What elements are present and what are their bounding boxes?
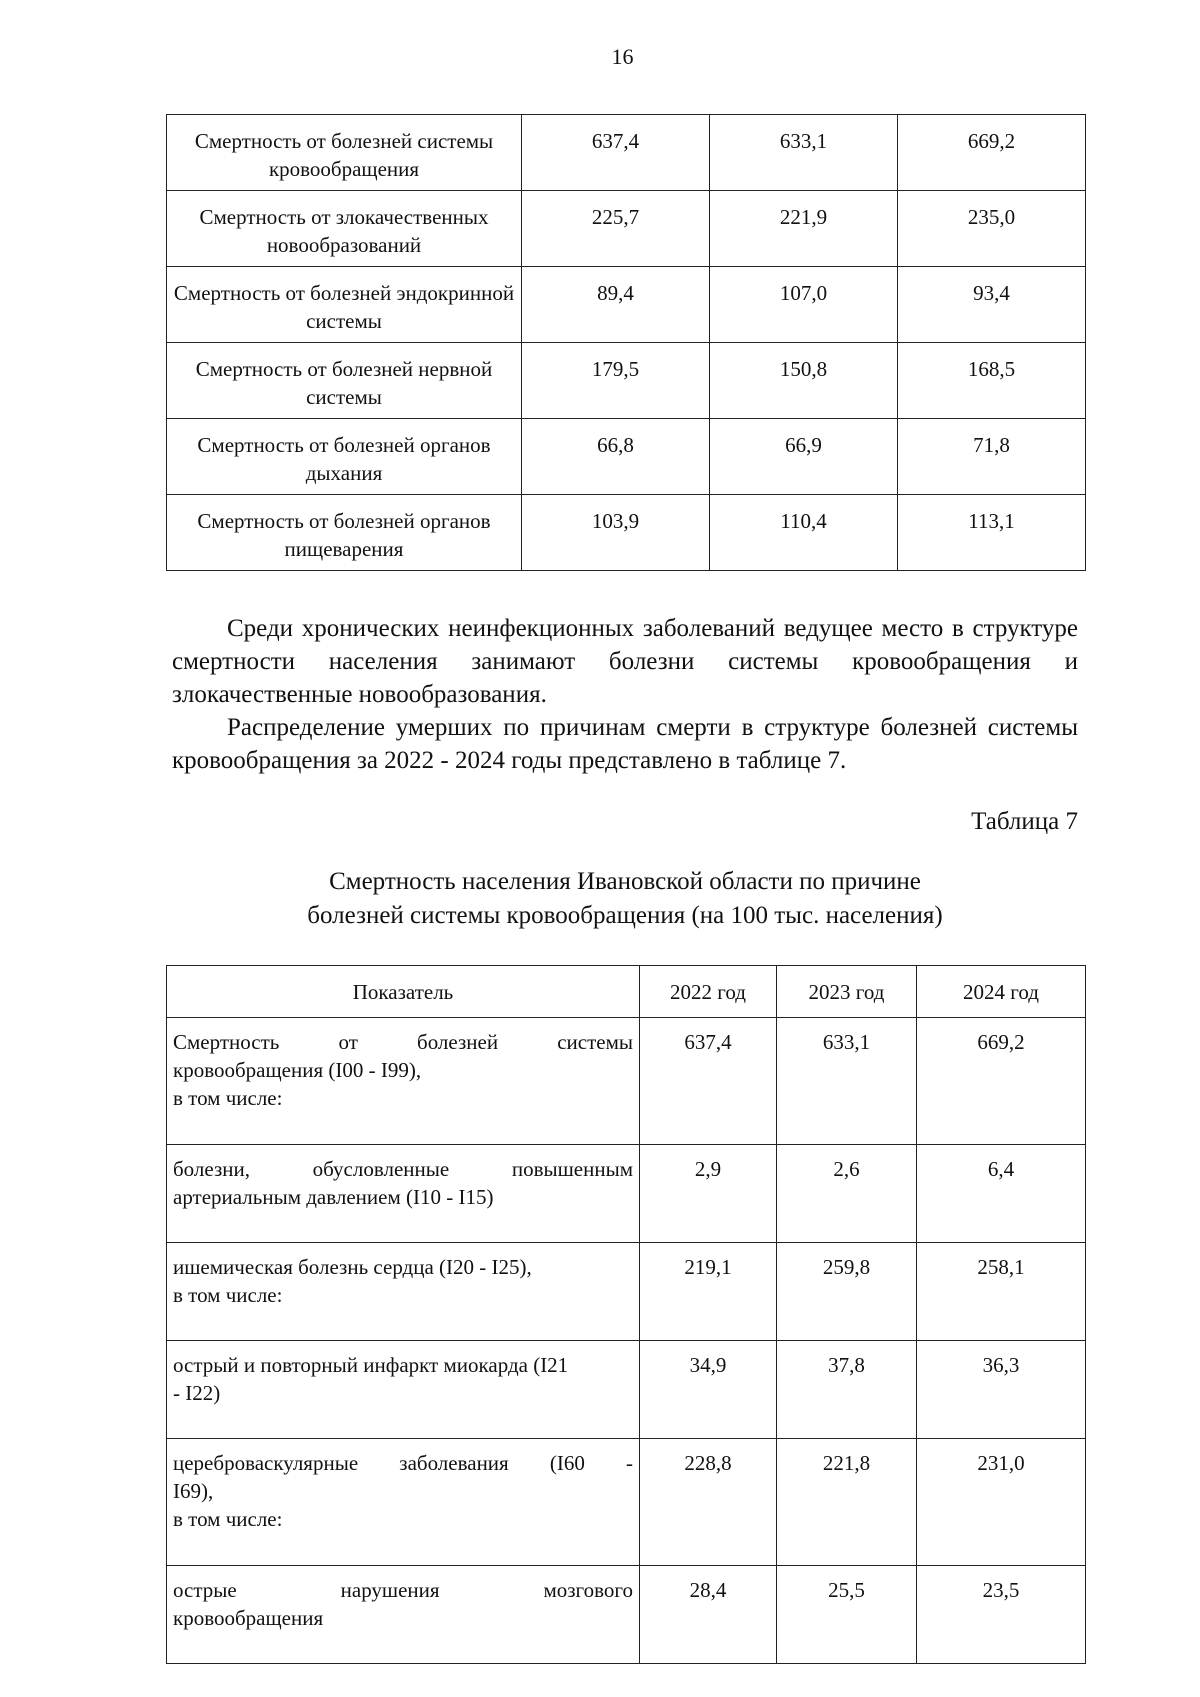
value-cell: 259,8 [777, 1243, 917, 1341]
value-cell: 633,1 [710, 115, 898, 191]
paragraph: Распределение умерших по причинам смерти в структуре болезней системы кровообращения за 2022 - 2024 годы представлено в таблице 7. [172, 714, 1078, 774]
indicator-line: Смертность от болезней системы [173, 1030, 633, 1054]
value-cell: 637,4 [640, 1018, 777, 1145]
table-row [167, 1439, 1086, 1566]
table-row [167, 1566, 1086, 1664]
value-cell: 103,9 [522, 495, 710, 571]
column-header: 2022 год [640, 966, 777, 1018]
table-title-line: Смертность населения Ивановской области по причине [329, 868, 921, 895]
value-cell: 219,1 [640, 1243, 777, 1341]
indicator-line: острый и повторный инфаркт миокарда (I21 [173, 1353, 569, 1377]
value-cell: 28,4 [640, 1566, 777, 1664]
value-cell: 36,3 [917, 1341, 1086, 1439]
indicator-line: кровообращения (I00 - I99), [173, 1058, 422, 1082]
indicator-line: острые нарушения мозгового [173, 1578, 633, 1602]
table-row [167, 1243, 1086, 1341]
table-row [167, 191, 1086, 267]
value-cell: 228,8 [640, 1439, 777, 1566]
indicator-line: цереброваскулярные заболевания (I60 - [173, 1451, 633, 1475]
indicator-cell [167, 1341, 640, 1439]
value-cell: 23,5 [917, 1566, 1086, 1664]
indicator-cell: Смертность от болезней системы кровообращения [167, 115, 522, 191]
indicator-line: артериальным давлением (I10 - I15) [173, 1185, 494, 1209]
value-cell: 2,9 [640, 1145, 777, 1243]
top-table [166, 114, 1086, 571]
value-cell: 637,4 [522, 115, 710, 191]
indicator-line: I69), [173, 1479, 214, 1503]
table-title-line: болезней системы кровообращения (на 100 тыс. населения) [307, 902, 943, 929]
table-row [167, 115, 1086, 191]
value-cell: 6,4 [917, 1145, 1086, 1243]
table-row [167, 343, 1086, 419]
indicator-cell: Смертность от болезней органов пищеварения [167, 495, 522, 571]
indicator-line: ишемическая болезнь сердца (I20 - I25), [173, 1255, 532, 1279]
indicator-line: в том числе: [173, 1283, 283, 1307]
page-number: 16 [611, 44, 634, 69]
indicator-cell [167, 1018, 640, 1145]
value-cell: 71,8 [898, 419, 1086, 495]
indicator-cell [167, 1145, 640, 1243]
value-cell: 110,4 [710, 495, 898, 571]
value-cell: 221,8 [777, 1439, 917, 1566]
value-cell: 258,1 [917, 1243, 1086, 1341]
value-cell: 221,9 [710, 191, 898, 267]
value-cell: 633,1 [777, 1018, 917, 1145]
value-cell: 37,8 [777, 1341, 917, 1439]
table-row [167, 1145, 1086, 1243]
indicator-cell [167, 1243, 640, 1341]
column-header: 2024 год [917, 966, 1086, 1018]
indicator-cell: Смертность от болезней органов дыхания [167, 419, 522, 495]
value-cell: 669,2 [898, 115, 1086, 191]
table-7 [166, 965, 1086, 1664]
table-row [167, 1018, 1086, 1145]
value-cell: 34,9 [640, 1341, 777, 1439]
indicator-cell [167, 1566, 640, 1664]
indicator-line: в том числе: [173, 1086, 283, 1110]
indicator-line: - I22) [173, 1381, 221, 1405]
value-cell: 113,1 [898, 495, 1086, 571]
table-row [167, 1341, 1086, 1439]
table-row [167, 267, 1086, 343]
table-row [167, 419, 1086, 495]
value-cell: 66,8 [522, 419, 710, 495]
value-cell: 669,2 [917, 1018, 1086, 1145]
value-cell: 93,4 [898, 267, 1086, 343]
column-header: Показатель [167, 966, 640, 1018]
value-cell: 231,0 [917, 1439, 1086, 1566]
table-header-row [167, 966, 1086, 1018]
value-cell: 179,5 [522, 343, 710, 419]
indicator-cell: Смертность от болезней нервной системы [167, 343, 522, 419]
value-cell: 89,4 [522, 267, 710, 343]
value-cell: 2,6 [777, 1145, 917, 1243]
value-cell: 25,5 [777, 1566, 917, 1664]
indicator-line: кровообращения [173, 1606, 324, 1630]
indicator-line: болезни, обусловленные повышенным [173, 1157, 633, 1181]
table-title [172, 865, 1078, 933]
indicator-cell: Смертность от злокачественных новообразований [167, 191, 522, 267]
table-label: Таблица 7 [971, 808, 1078, 835]
value-cell: 225,7 [522, 191, 710, 267]
indicator-line: в том числе: [173, 1507, 283, 1531]
paragraph: Среди хронических неинфекционных заболеваний ведущее место в структуре смертности населения занимают болезни системы кровообращения и злокачественные новообразования. [172, 615, 1078, 708]
value-cell: 235,0 [898, 191, 1086, 267]
column-header: 2023 год [777, 966, 917, 1018]
value-cell: 66,9 [710, 419, 898, 495]
value-cell: 150,8 [710, 343, 898, 419]
value-cell: 107,0 [710, 267, 898, 343]
indicator-cell: Смертность от болезней эндокринной системы [167, 267, 522, 343]
indicator-cell [167, 1439, 640, 1566]
value-cell: 168,5 [898, 343, 1086, 419]
table-row [167, 495, 1086, 571]
